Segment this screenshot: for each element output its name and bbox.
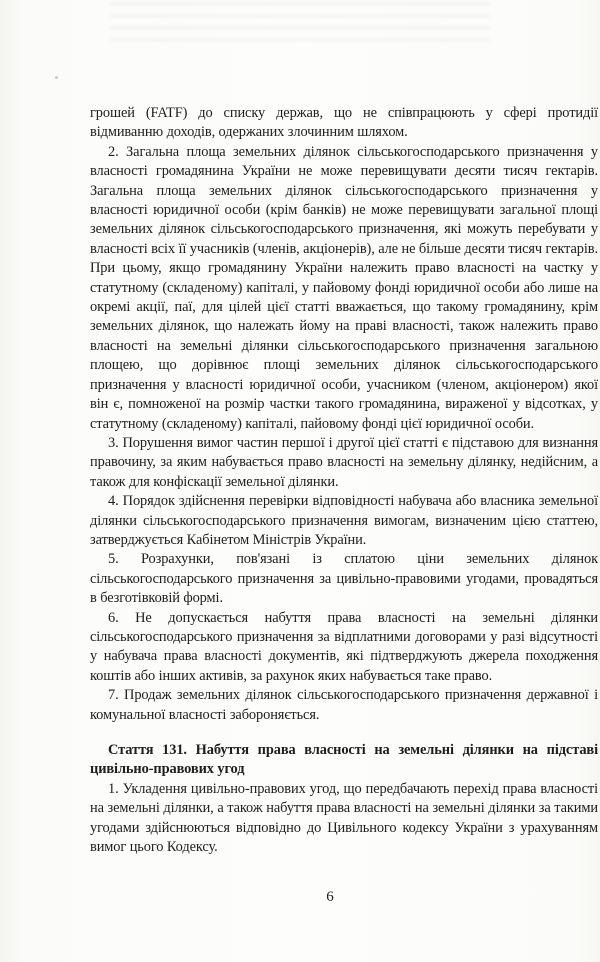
- show-through-texture: [110, 2, 490, 42]
- paragraph-6: 6. Не допускається набуття права власності на земельні ділянки сільськогосподарського призначення за відплатними договорами у разі відсутності у набувача права власності документів, які підтверджують джерела походження коштів або інших активів, за рахунок яких набувається таке право.: [90, 609, 598, 684]
- article-paragraph-1: 1. Укладення цивільно-правових угод, що передбачають перехід права власності на земельні ділянки, а також набуття права власності на земельні ділянки за такими угодами здійснюються відповідно до Цивільного кодексу України з урахуванням вимог цього Кодексу.: [90, 780, 598, 856]
- page-number: 6: [326, 889, 334, 905]
- article-heading: Стаття 131. Набуття права власності на земельні ділянки на підставі цивільно-правових угод: [90, 742, 598, 778]
- paragraph-continuation: грошей (FATF) до списку держав, що не співпрацюють у сфері протидії відмиванню доходів, одержаних злочинним шляхом.: [90, 105, 598, 141]
- paragraph-3: 3. Порушення вимог частин першої і другої цієї статті є підставою для визнання правочину, за яким набувається право власності на земельну ділянку, недійсним, а також для конфіскації земельної ділянки.: [90, 434, 598, 490]
- scan-speck: [55, 76, 58, 79]
- paragraph-4: 4. Порядок здійснення перевірки відповідності набувача або власника земельної ділянки сільськогосподарського призначення вимогам, визначеним цією статтею, затверджується Кабінетом Міністрів України.: [90, 493, 598, 548]
- document-body: [90, 104, 598, 857]
- paragraph-5: 5. Розрахунки, пов'язані із сплатою ціни земельних ділянок сільськогосподарського призначення за цивільно-правовими угодами, провадяться в безготівковій формі.: [90, 551, 598, 607]
- paragraph-7: 7. Продаж земельних ділянок сільськогосподарського призначення державної і комунальної власності забороняється.: [90, 687, 598, 723]
- paragraph-2: 2. Загальна площа земельних ділянок сільськогосподарського призначення у власності громадянина України не може перевищувати десяти тисяч гектарів. Загальна площа земельних ділянок сільськогосподарського призначення у власності юридичної особи (крім банків) не може перевищувати загальної площі земельних ділянок сільськогосподарського призначення, які можуть перебувати у власності всіх її учасників (членів, акціонерів), але не більше десяти тисяч гектарів. При цьому, якщо громадянину України належить право власності на частку у статутному (складеному) капіталі, у пайовому фонді юридичної особи або лише на окремі акції, паї, для цілей цієї статті вважається, що такому громадянину, крім земельних ділянок, що належать йому на праві власності, також належить право власності на земельні ділянки сільськогосподарського призначення загальною площею, що дорівнює площі земельних ділянок сільськогосподарського призначення у власності юридичної особи, учасником (членом, акціонером) якої він є, помноженої на розмір частки такого громадянина, вираженої у відсотках, у статутному (складеному) капіталі, пайовому фонді цієї юридичної особи.: [90, 143, 598, 432]
